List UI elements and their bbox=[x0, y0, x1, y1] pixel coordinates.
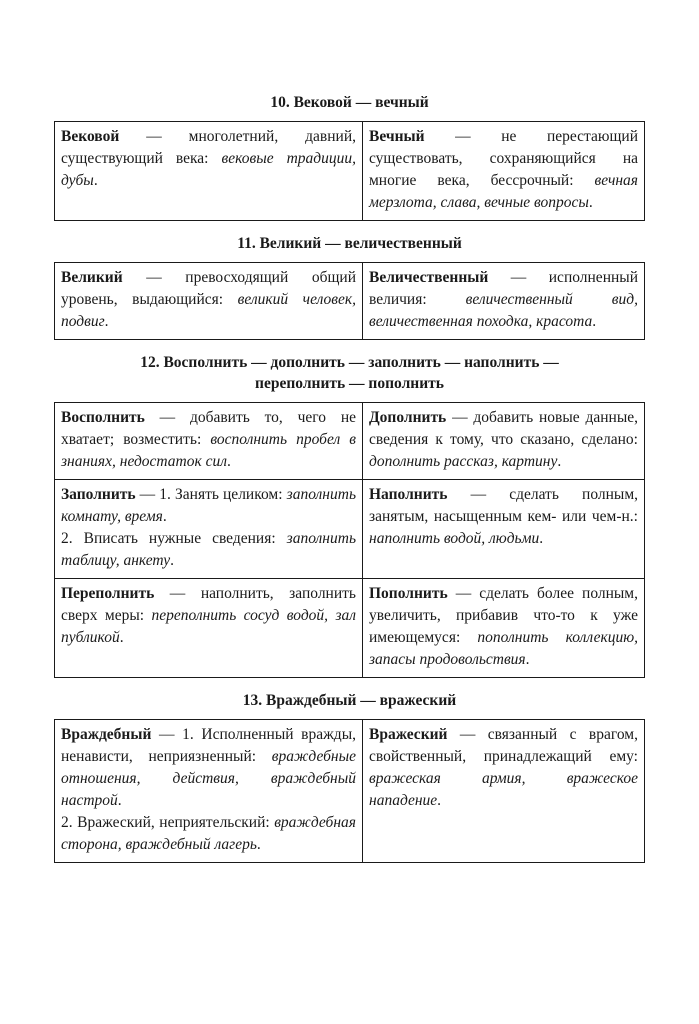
entry-cell bbox=[363, 122, 645, 221]
table-row bbox=[55, 720, 645, 863]
entry-cell bbox=[363, 263, 645, 340]
entry-definition: — многолетний, давний, существующий века: bbox=[61, 128, 356, 167]
entry-example: вражеская армия, вражеское нападение bbox=[369, 770, 638, 809]
entry-cell bbox=[55, 579, 363, 678]
entry-example: враждебная сторона, враждебный лагерь bbox=[61, 814, 356, 853]
comparison-table bbox=[54, 262, 645, 340]
entry-definition: — добавить то, чего не хватает; возместить: bbox=[61, 409, 356, 448]
entry-example: вековые традиции, дубы bbox=[61, 150, 356, 189]
entry-punct: . bbox=[117, 792, 122, 809]
entry-cell bbox=[55, 122, 363, 221]
entry-term: Восполнить bbox=[61, 409, 145, 426]
entry-definition: — исполненный величия: bbox=[369, 269, 638, 308]
entry-punct: . bbox=[592, 313, 597, 330]
entry-punct: . bbox=[525, 651, 530, 668]
entry-punct: . bbox=[162, 508, 167, 525]
entry-punct: . bbox=[93, 172, 98, 189]
table-row bbox=[55, 403, 645, 480]
entry-definition: — сделать полным, занятым, насыщенным кем- или чем-н.: bbox=[369, 486, 638, 525]
table-row bbox=[55, 480, 645, 579]
entry-example: великий человек, подвиг bbox=[61, 291, 356, 330]
entry-term: Пополнить bbox=[369, 585, 448, 602]
entry-example: заполнить комнату, время bbox=[61, 486, 356, 525]
entry-punct: . bbox=[119, 629, 124, 646]
entry-term: Наполнить bbox=[369, 486, 448, 503]
section-heading-line: переполнить — пополнить bbox=[255, 375, 444, 392]
entry-term: Величественный bbox=[369, 269, 489, 286]
entry-definition: — 1. Исполненный вражды, ненависти, неприязненный: bbox=[61, 726, 356, 765]
section-heading: 13. Враждебный — вражеский bbox=[242, 692, 457, 709]
entry-example: переполнить сосуд водой, зал публикой bbox=[61, 607, 356, 646]
dictionary-page bbox=[54, 92, 645, 875]
section-heading: 10. Вековой — вечный bbox=[270, 94, 429, 111]
entry-definition: — 1. Занять целиком: bbox=[135, 486, 287, 503]
entry-definition: — добавить новые данные, сведения к тому, что сказано, сделано: bbox=[369, 409, 638, 448]
entry-punct: . bbox=[227, 453, 231, 470]
entry-definition: — сделать более полным, увеличить, прибавив что-то к уже имеющемуся: bbox=[369, 585, 638, 646]
entry-term: Переполнить bbox=[61, 585, 155, 602]
entry-definition: — наполнить, заполнить сверх меры: bbox=[61, 585, 356, 624]
section-heading bbox=[54, 352, 645, 394]
entry-punct: . bbox=[170, 552, 174, 569]
table-row bbox=[55, 263, 645, 340]
entry-term: Вековой bbox=[61, 128, 120, 145]
comparison-table bbox=[54, 719, 645, 863]
section-13 bbox=[54, 690, 645, 863]
entry-definition: 2. Вписать нужные сведения: bbox=[61, 530, 287, 547]
section-heading: 11. Великий — величественный bbox=[237, 235, 462, 252]
entry-punct: . bbox=[104, 313, 109, 330]
comparison-table bbox=[54, 121, 645, 221]
section-heading-line: 12. Восполнить — дополнить — заполнить — наполнить — bbox=[140, 354, 559, 371]
entry-punct: . bbox=[437, 792, 442, 809]
entry-example: наполнить водой, людьми bbox=[369, 530, 540, 547]
section-12 bbox=[54, 352, 645, 678]
entry-punct: . bbox=[539, 530, 544, 547]
entry-cell bbox=[363, 480, 645, 579]
entry-definition: — связанный с врагом, свойственный, принадлежащий ему: bbox=[369, 726, 638, 765]
entry-term: Великий bbox=[61, 269, 123, 286]
entry-definition: — превосходящий общий уровень, выдающийся: bbox=[61, 269, 356, 308]
entry-term: Заполнить bbox=[61, 486, 136, 503]
entry-definition: — не перестающий существовать, сохраняющийся на многие века, бессрочный: bbox=[369, 128, 638, 189]
entry-example: враждебные отношения, действия, враждебный настрой bbox=[61, 748, 356, 809]
entry-definition: 2. Вражеский, неприятельский: bbox=[61, 814, 275, 831]
entry-cell bbox=[55, 263, 363, 340]
entry-term: Дополнить bbox=[369, 409, 447, 426]
section-10 bbox=[54, 92, 645, 221]
comparison-table bbox=[54, 402, 645, 678]
entry-cell bbox=[363, 720, 645, 863]
entry-term: Вечный bbox=[369, 128, 425, 145]
entry-example: заполнить таблицу, анкету bbox=[61, 530, 356, 569]
entry-term: Враждебный bbox=[61, 726, 152, 743]
entry-punct: . bbox=[557, 453, 562, 470]
entry-example: пополнить коллекцию, запасы продовольствия bbox=[369, 629, 638, 668]
entry-punct: . bbox=[588, 194, 593, 211]
entry-cell bbox=[363, 403, 645, 480]
table-row bbox=[55, 122, 645, 221]
entry-example: вечная мерзлота, слава, вечные вопросы bbox=[369, 172, 638, 211]
entry-example: восполнить пробел в знаниях, недостаток сил bbox=[61, 431, 356, 470]
entry-example: дополнить рассказ, картину bbox=[369, 453, 558, 470]
section-11 bbox=[54, 233, 645, 340]
entry-cell bbox=[55, 403, 363, 480]
table-row bbox=[55, 579, 645, 678]
entry-cell bbox=[55, 480, 363, 579]
entry-term: Вражеский bbox=[369, 726, 448, 743]
entry-cell bbox=[363, 579, 645, 678]
entry-example: величественный вид, величественная походка, красота bbox=[369, 291, 638, 330]
entry-punct: . bbox=[256, 836, 261, 853]
entry-cell bbox=[55, 720, 363, 863]
